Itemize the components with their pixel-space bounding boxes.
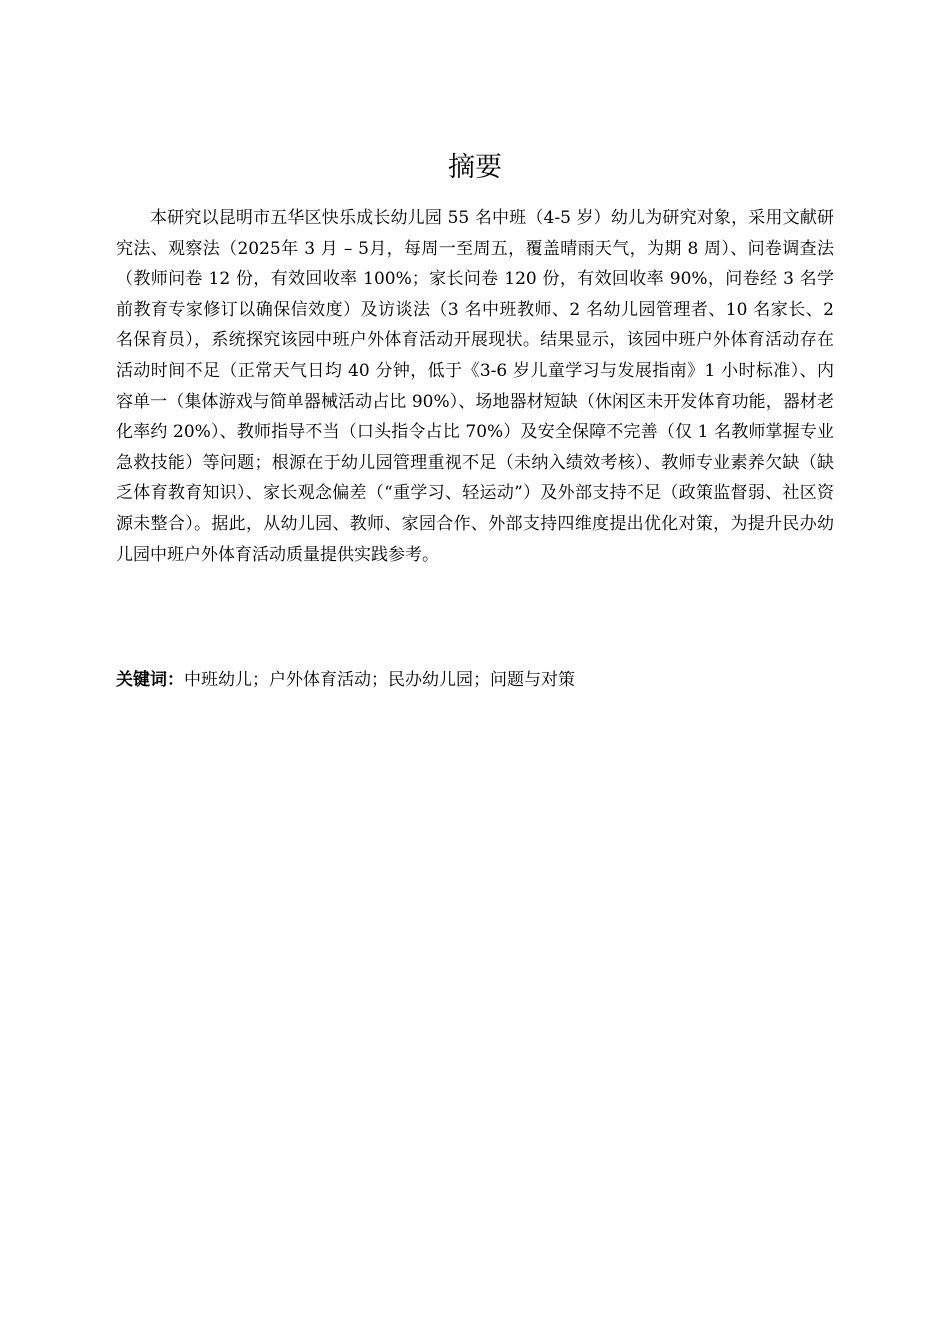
abstract-title: 摘要 bbox=[448, 152, 502, 183]
keywords-label: 关键词： bbox=[116, 670, 184, 690]
abstract-body: 本研究以昆明市五华区快乐成长幼儿园 55 名中班（4-5 岁）幼儿为研究对象，采用文献研究法、观察法（2025年 3 月 – 5月，每周一至周五，覆盖晴雨天气，为期 8 周）、问卷调查法（教师问卷 12 份，有效回收率 100%；家长问卷 120 份，有效回收率 90%，问卷经 3 名学前教育专家修订以确保信效度）及访谈法（3 名中班教师、2 名幼儿园管理者、10 名家长、2 名保育员），系统探究该园中班户外体育活动开展现状。结果显示，该园中班户外体育活动存在活动时间不足（正常天气日均 40 分钟，低于《3-6 岁儿童学习与发展指南》1 小时标准）、内容单一（集体游戏与简单器械活动占比 90%）、场地器材短缺（休闲区未开发体育功能，器材老化率约 20%）、教师指导不当（口头指令占比 70%）及安全保障不完善（仅 1 名教师掌握专业急救技能）等问题；根源在于幼儿园管理重视不足（未纳入绩效考核）、教师专业素养欠缺（缺乏体育教育知识）、家长观念偏差（“重学习、轻运动”）及外部支持不足（政策监督弱、社区资源未整合）。据此，从幼儿园、教师、家园合作、外部支持四维度提出优化对策，为提升民办幼儿园中班户外体育活动质量提供实践参考。 bbox=[116, 208, 834, 565]
keywords-line bbox=[116, 664, 834, 696]
keywords-text: 中班幼儿；户外体育活动；民办幼儿园；问题与对策 bbox=[184, 670, 575, 690]
